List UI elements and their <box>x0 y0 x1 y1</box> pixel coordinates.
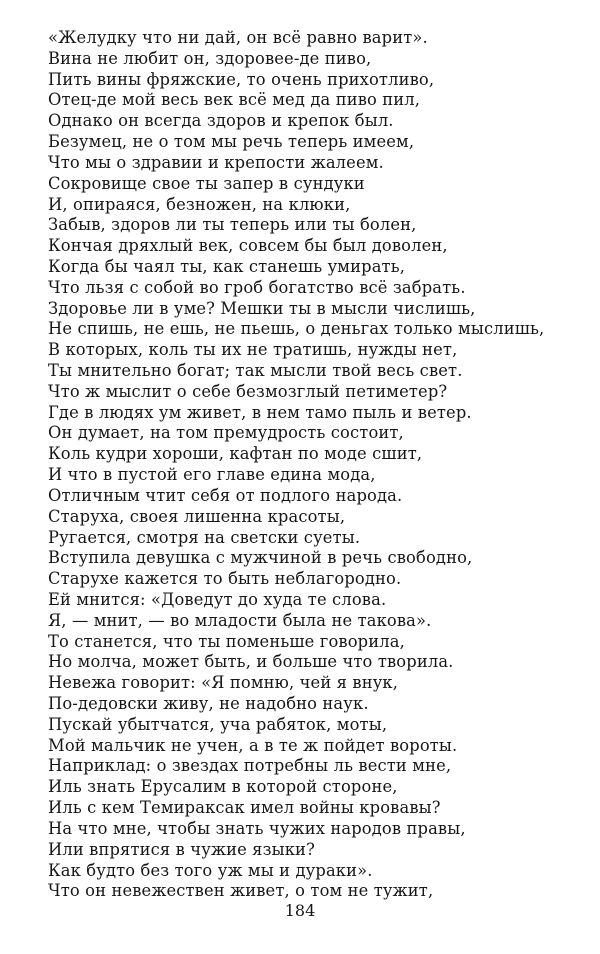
poem-line: По-дедовски живу, не надобно наук. <box>48 694 369 713</box>
poem-line: Как будто без того уж мы и дураки». <box>48 860 373 880</box>
poem-line: Где в людях ум живет, в нем тамо пыль и ветер. <box>48 402 472 422</box>
poem-line: Но молча, может быть, и больше что творила. <box>48 652 454 672</box>
poem-line: Сокровище свое ты запер в сундуки <box>48 173 365 193</box>
poem-line: Забыв, здоров ли ты теперь или ты болен, <box>48 215 417 235</box>
poem-line: Кончая дряхлый век, совсем бы был доволен, <box>48 236 448 256</box>
poem-line: И, опираяся, безножен, на клюки, <box>48 194 351 214</box>
poem-line: И что в пустой его главе едина мода, <box>48 465 376 485</box>
poem-line: Невежа говорит: «Я помню, чей я внук, <box>48 673 399 693</box>
poem-line: Что он невежествен живет, о том не тужит, <box>48 881 434 901</box>
poem-line: Наприклад: о звездах потребны ль вести мне, <box>48 756 452 776</box>
poem-line: Пускай убытчатся, уча рабяток, моты, <box>48 714 388 734</box>
poem-line: Здоровье ли в уме? Мешки ты в мысли числишь, <box>48 298 476 318</box>
poem-line: Не спишь, не ешь, не пьешь, о деньгах только мыслишь, <box>48 319 545 339</box>
poem-line: На что мне, чтобы знать чужих народов правы, <box>48 818 466 838</box>
poem-line: Я, — мнит, — во младости была не такова». <box>48 610 432 630</box>
poem-line: Он думает, на том премудрость состоит, <box>48 423 404 443</box>
poem-line: Старуха, своея лишенна красоты, <box>48 506 346 526</box>
poem-line: Иль с кем Темираксак имел войны кровавы? <box>48 798 441 818</box>
poem-line: Мой мальчик не учен, а в те ж пойдет вороты. <box>48 735 458 755</box>
poem-line: Ты мнительно богат; так мысли твой весь свет. <box>48 361 463 380</box>
poem-line: Вступила девушка с мужчиной в речь свободно, <box>48 548 473 568</box>
poem-line: Ругается, смотря на светски суеты. <box>48 527 361 547</box>
poem-line: Отец-де мой весь век всё мед да пиво пил, <box>48 90 421 110</box>
poem-line: Что льзя с собой во гроб богатство всё забрать. <box>48 277 466 297</box>
poem-line: Или впрятися в чужие языки? <box>48 839 315 859</box>
poem-line: Когда бы чаял ты, как станешь умирать, <box>48 256 406 276</box>
poem-line: «Желудку что ни дай, он всё равно варит». <box>48 28 428 47</box>
poem-line: Вина не любит он, здоровее-де пиво, <box>48 48 372 68</box>
poem-line: Старухе кажется то быть неблагородно. <box>48 569 402 589</box>
poem-line: Отличным чтит себя от подлого народа. <box>48 485 403 505</box>
poem-line: В которых, коль ты их не тратишь, нужды нет, <box>48 340 458 360</box>
poem-line: Пить вины фряжские, то очень прихотливо, <box>48 69 435 89</box>
page-number: 184 <box>284 901 316 920</box>
poem-line: Коль кудри хороши, кафтан по моде сшит, <box>48 444 423 464</box>
poem-text <box>48 28 568 902</box>
poem-line: Иль знать Ерусалим в которой стороне, <box>48 777 398 797</box>
poem-line: Однако он всегда здоров и крепок был. <box>48 111 394 131</box>
poem-line: Безумец, не о том мы речь теперь имеем, <box>48 132 415 152</box>
poem-line: То станется, что ты поменьше говорила, <box>48 631 405 651</box>
poem-line: Что мы о здравии и крепости жалеем. <box>48 152 384 172</box>
poem-line: Что ж мыслит о себе безмозглый петиметер? <box>48 381 448 401</box>
poem-line: Ей мнится: «Доведут до худа те слова. <box>48 589 387 609</box>
